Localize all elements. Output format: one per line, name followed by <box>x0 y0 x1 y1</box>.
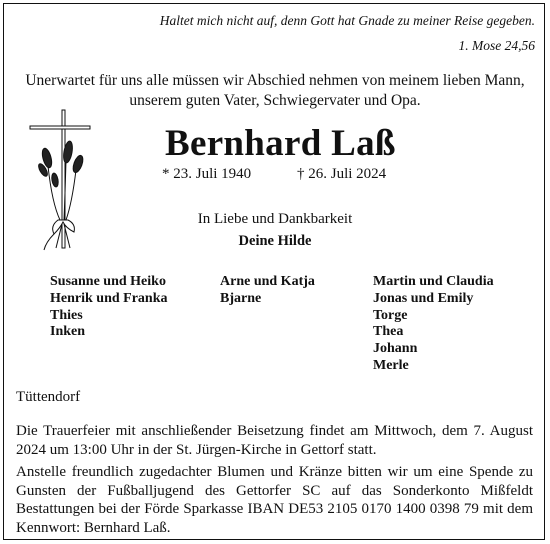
place-name: Tüttendorf <box>16 389 81 405</box>
spouse-name: Deine Hilde <box>238 233 312 249</box>
family-member: Arne und Katja <box>220 274 315 289</box>
intro-line-1: Unerwartet für uns alle müssen wir Abschied nehmen von meinem lieben Mann, <box>25 72 525 89</box>
family-member: Inken <box>50 324 86 340</box>
family-member: Henrik und Franka <box>50 290 168 306</box>
family-column-2 <box>220 274 315 308</box>
donation-info: Anstelle freundlich zugedachter Blumen und Kränze bitten wir um eine Spende zu Gunsten der Fußballjugend des Gettorfer SC auf das Sonderkonto Mißfeldt Bestattungen bei der Förde Sparkasse IBAN DE53 2105 0170 1400 0398 79 mit dem Kennwort: Bernhard Laß. <box>16 464 533 536</box>
family-member: Jonas und Emily <box>373 290 474 306</box>
birth-date: * 23. Juli 1940 <box>162 166 252 182</box>
family-column-3 <box>373 274 494 375</box>
family-member: Bjarne <box>220 290 262 306</box>
family-member: Thea <box>373 324 404 340</box>
deceased-name: Bernhard Laß <box>165 123 396 164</box>
intro-line-2: unserem guten Vater, Schwiegervater und Opa. <box>129 92 421 109</box>
family-member: Susanne und Heiko <box>50 274 166 289</box>
farewell-line: In Liebe und Dankbarkeit <box>197 211 353 227</box>
bible-verse: Haltet mich nicht auf, denn Gott hat Gnade zu meiner Reise gegeben. <box>159 13 535 28</box>
family-column-1 <box>50 274 167 341</box>
family-member: Torge <box>373 307 408 323</box>
family-member: Martin und Claudia <box>373 274 494 289</box>
death-date: † 26. Juli 2024 <box>297 166 387 182</box>
bible-verse-reference: 1. Mose 24,56 <box>458 38 535 53</box>
funeral-info: Die Trauerfeier mit anschließender Beisetzung findet am Mittwoch, dem 7. August 2024 um 13:00 Uhr in der St. Jürgen-Kirche in Gettorf statt. <box>16 423 533 458</box>
family-member: Thies <box>50 307 83 323</box>
family-member: Merle <box>373 357 409 373</box>
family-member: Johann <box>373 341 418 357</box>
